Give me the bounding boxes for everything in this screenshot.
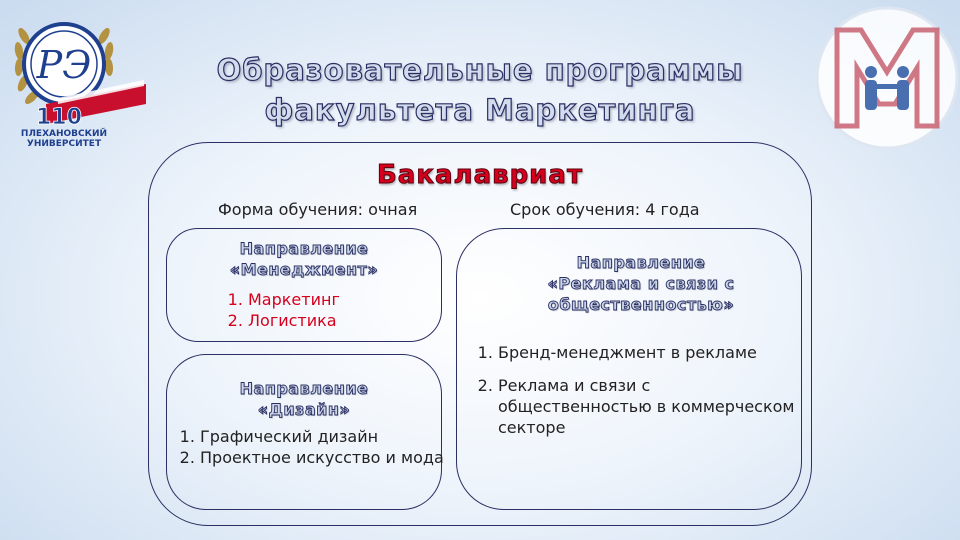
list-item: 1. Графический дизайн <box>200 426 464 447</box>
direction-heading-line: «Менеджмент» <box>229 260 379 279</box>
list-item: 2. Проектное искусство и мода <box>200 447 464 468</box>
direction-heading-management <box>166 238 442 280</box>
direction-heading-line: Направление <box>239 239 369 258</box>
level-heading: Бакалавриат <box>376 160 584 190</box>
list-item: 2. Реклама и связи с общественностью в коммерческом секторе <box>498 375 798 438</box>
direction-heading-line: Направление <box>576 253 706 272</box>
anniversary-number: 110 <box>36 105 82 130</box>
direction-heading-line: «Реклама и связи с <box>547 274 735 293</box>
list-item: 1. Бренд-менеджмент в рекламе <box>498 342 798 363</box>
direction-heading-line: Направление <box>239 379 369 398</box>
list-item: 2. Логистика <box>248 310 458 331</box>
study-term: Срок обучения: 4 года <box>510 200 700 219</box>
program-list-design <box>174 426 464 468</box>
program-list-advertising <box>472 342 798 450</box>
direction-heading-line: общественностью» <box>547 295 735 314</box>
university-name-line2: УНИВЕРСИТЕТ <box>26 139 102 149</box>
svg-text:РЭ: РЭ <box>36 43 92 87</box>
study-form: Форма обучения: очная <box>218 200 418 219</box>
page-title-line1: Образовательные программы <box>216 53 744 87</box>
direction-heading-advertising <box>476 252 806 315</box>
program-list-management <box>222 289 458 331</box>
direction-heading-design <box>166 378 442 420</box>
direction-heading-line: «Дизайн» <box>257 400 351 419</box>
list-item: 1. Маркетинг <box>248 289 458 310</box>
page-title-line2: факультета Маркетинга <box>264 93 696 127</box>
university-name-line1: ПЛЕХАНОВСКИЙ <box>20 129 108 139</box>
